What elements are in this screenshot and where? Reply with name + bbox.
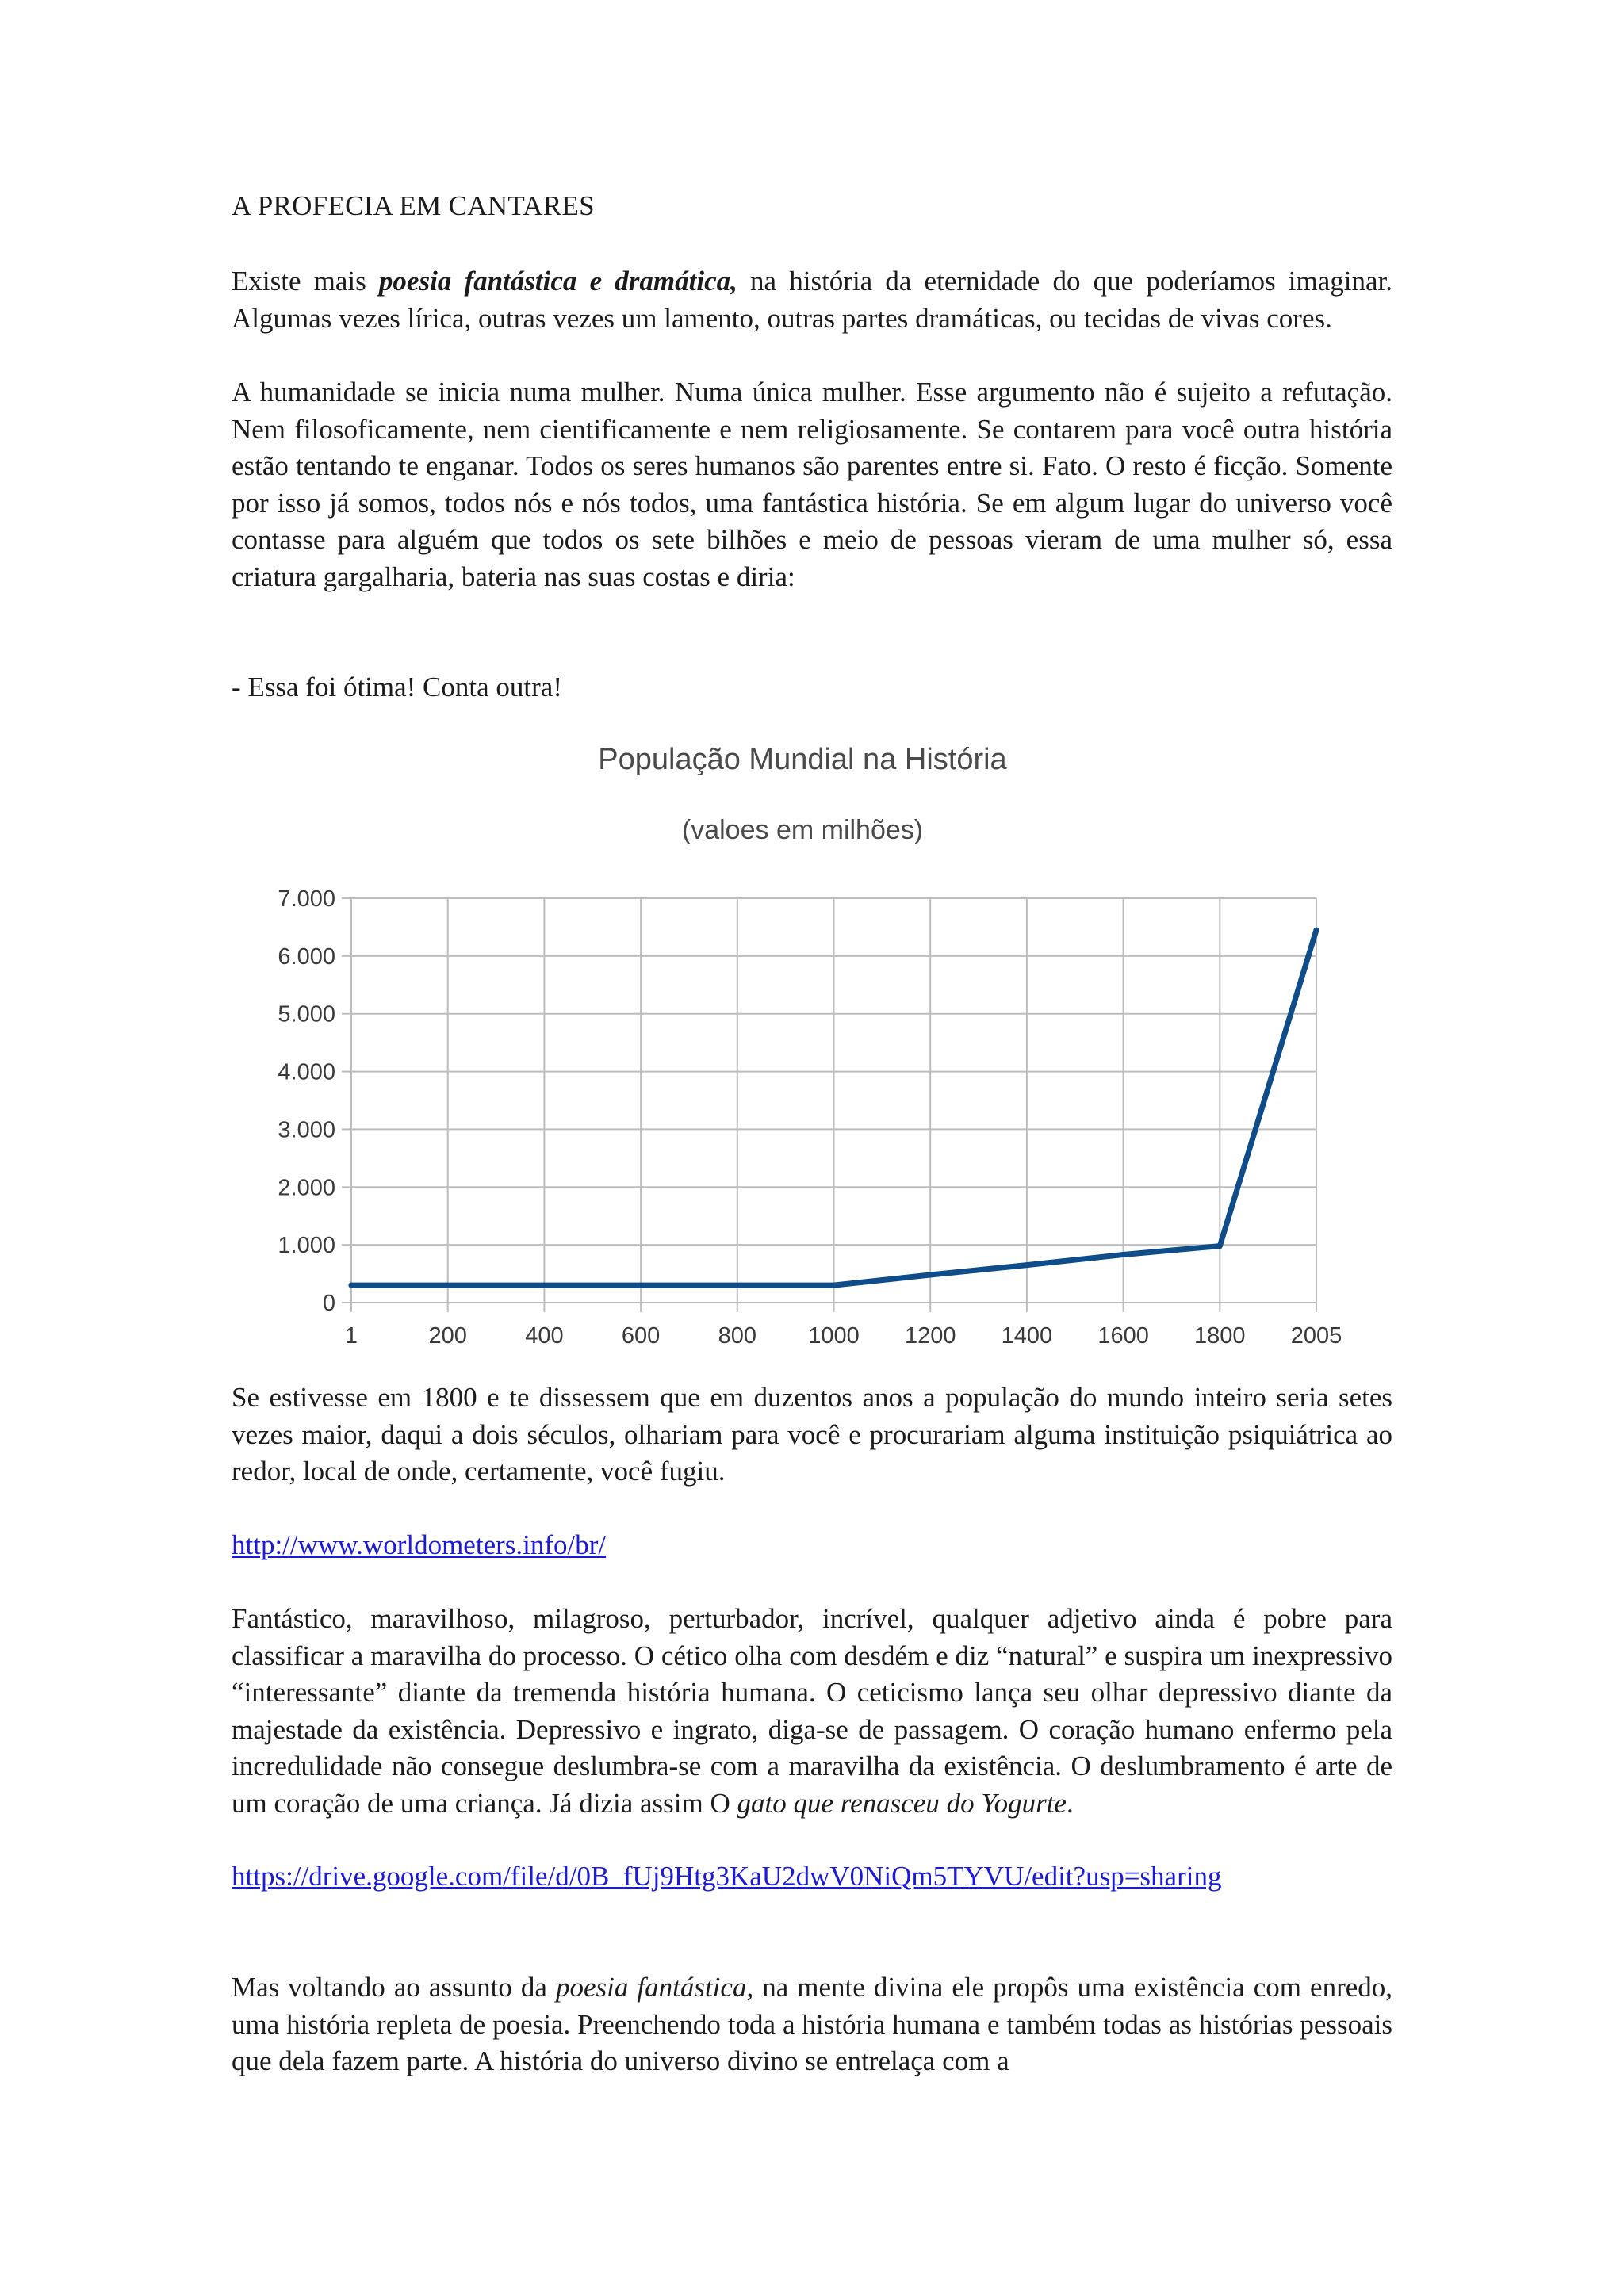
xtick-label-8: 1600 (1097, 1323, 1149, 1349)
data-point-400 (542, 1283, 547, 1288)
poetry-italic: poesia fantástica (555, 1972, 747, 2003)
fantastic-text-end: . (1066, 1787, 1074, 1819)
intro-text-after: na história da eternidade do que poderíamos imaginar. Algumas vezes lírica, outras vezes um lamento, outras partes dramáticas, ou tecidas de vivas cores. (232, 266, 1392, 334)
data-point-1200 (928, 1272, 933, 1278)
ytick-label-5: 5.000 (278, 1001, 335, 1027)
x-axis-ticks (345, 1323, 1342, 1349)
xtick-label-7: 1400 (1001, 1323, 1053, 1349)
xtick-label-4: 800 (718, 1323, 756, 1349)
data-point-2005 (1314, 928, 1320, 933)
paragraph-link-drive (232, 1858, 1392, 1896)
document-title: A PROFECIA EM CANTARES (232, 190, 595, 221)
data-point-200 (445, 1283, 450, 1288)
data-point-1400 (1024, 1262, 1029, 1268)
y-axis-ticks (278, 886, 351, 1316)
xtick-label-5: 1000 (808, 1323, 860, 1349)
data-point-600 (638, 1283, 644, 1288)
ytick-label-3: 3.000 (278, 1117, 335, 1143)
xtick-label-1: 200 (428, 1323, 467, 1349)
ytick-label-1: 1.000 (278, 1233, 335, 1259)
ytick-label-0: 0 (322, 1291, 335, 1316)
paragraph-1800: Se estivesse em 1800 e te dissessem que em duzentos anos a população do mundo inteiro seria setes vezes maior, daqui a dois séculos, olhariam para você e procurariam alguma instituição psiquiátrica ao redor, local de onde, certamente, você fugiu. (232, 1382, 1392, 1487)
paragraph-fantastic (232, 1601, 1392, 1822)
google-drive-link[interactable]: https://drive.google.com/file/d/0B_fUj9Htg3KaU2dwV0NiQm5TYVU/edit?usp=sharing (232, 1861, 1222, 1892)
xtick-label-0: 1 (344, 1323, 358, 1349)
intro-text-before: Existe mais (232, 266, 379, 297)
xtick-label-9: 1800 (1194, 1323, 1246, 1349)
data-point-1600 (1120, 1252, 1126, 1257)
ytick-label-2: 2.000 (278, 1175, 335, 1201)
book-title: gato que renasceu do Yogurte (737, 1787, 1067, 1819)
ytick-label-6: 6.000 (278, 943, 335, 970)
xtick-label-2: 400 (525, 1323, 564, 1349)
xtick-label-6: 1200 (904, 1323, 956, 1349)
fantastic-text: Fantástico, maravilhoso, milagroso, perturbador, incrível, qualquer adjetivo ainda é pobre para classificar a maravilha do processo. O cético olha com desdém e diz “natural” e suspira um inexpressivo “interessante” diante da tremenda história humana. O ceticismo lança seu olhar depressivo diante da majestade da existência. Depressivo e ingrato, diga-se de passagem. O coração humano enfermo pela incredulidade não consegue deslumbra-se com a maravilha da existência. O deslumbramento é arte de um coração de uma criança. Já dizia assim O (232, 1603, 1392, 1819)
paragraph-humanity: A humanidade se inicia numa mulher. Numa única mulher. Esse argumento não é sujeito a refutação. Nem filosoficamente, nem cientificamente e nem religiosamente. Se contarem para você outra história estão tentando te enganar. Todos os seres humanos são parentes entre si. Fato. O resto é ficção. Somente por isso já somos, todos nós e nós todos, uma fantástica história. Se em algum lugar do universo você contasse para alguém que todos os sete bilhões e meio de pessoas vieram de uma mulher só, essa criatura gargalharia, bateria nas suas costas e diria: (232, 377, 1392, 592)
chart-title: População Mundial na História (598, 743, 1007, 776)
paragraph-quote: - Essa foi ótima! Conta outra! (232, 672, 562, 702)
chart-subtitle: (valoes em milhões) (681, 815, 924, 845)
data-point-1800 (1217, 1243, 1223, 1249)
ytick-label-4: 4.000 (278, 1059, 335, 1085)
paragraph-poetry (232, 1969, 1392, 2080)
xtick-label-10: 2005 (1290, 1323, 1342, 1349)
worldometers-link[interactable]: http://www.worldometers.info/br/ (232, 1529, 607, 1560)
data-point-1 (349, 1283, 354, 1288)
poetry-text-after: , na mente divina ele propôs uma existência com enredo, uma história repleta de poesia. Preenchendo toda a história humana e também todas as histórias pessoais que dela fazem parte. A história do universo divino se entrelaça com a (232, 1972, 1393, 2076)
poetry-text-before: Mas voltando ao assunto da (232, 1972, 556, 2003)
ytick-label-7: 7.000 (278, 886, 335, 912)
intro-emphasis: poesia fantástica e dramática, (378, 266, 737, 297)
paragraph-link-worldometers (232, 1527, 1392, 1564)
data-point-1000 (831, 1283, 837, 1288)
xtick-label-3: 600 (621, 1323, 661, 1349)
data-point-800 (734, 1283, 740, 1288)
